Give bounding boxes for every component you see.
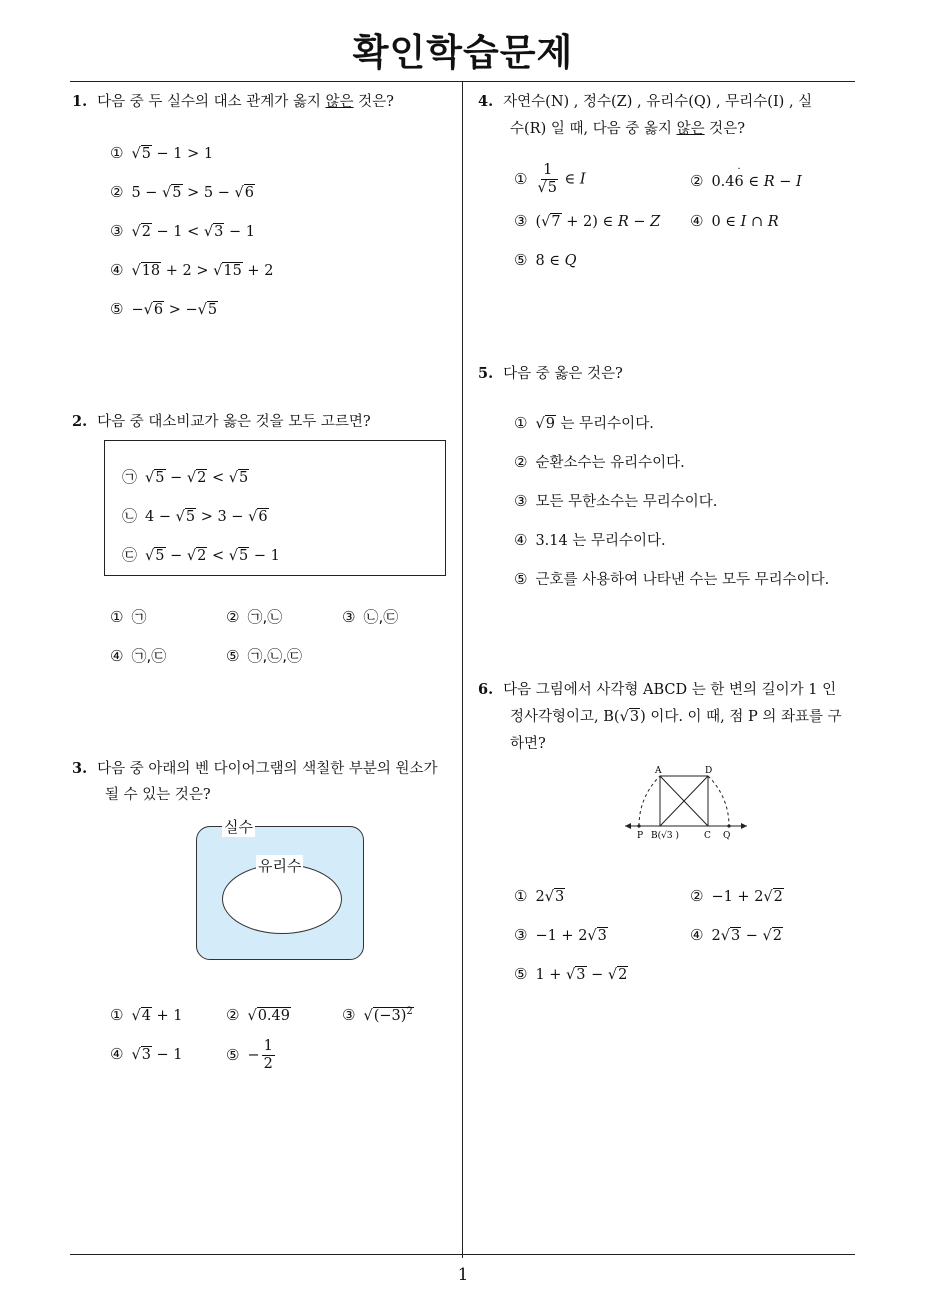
question-text-line-1: 다음 중 아래의 벤 다이어그램의 색칠한 부분의 원소가 xyxy=(97,761,438,777)
q5-option-2[interactable]: ② 순환소수는 유리수이다. xyxy=(514,453,685,471)
q2-option-4[interactable]: ④ ㉠,㉢ xyxy=(110,647,167,665)
q3-option-4[interactable]: ④ √3 − 1 xyxy=(110,1045,183,1063)
question-1 xyxy=(72,88,394,116)
question-number: 3. xyxy=(72,760,88,777)
q5-option-5[interactable]: ⑤ 근호를 사용하여 나타낸 수는 모두 무리수이다. xyxy=(514,570,830,588)
question-text: 다음 중 옳은 것은? xyxy=(503,366,623,382)
arrow-right xyxy=(741,823,747,829)
statement-b: ㉡ 4 − √5 > 3 − √6 xyxy=(122,507,268,525)
venn-label-rational: 유리수 xyxy=(258,857,302,875)
q4-option-1[interactable]: ① $\frac{1}{√5}$ ∈ I xyxy=(514,162,586,196)
q6-option-5[interactable]: ⑤ 1 + √3 − √2 xyxy=(514,965,628,983)
q6-option-3[interactable]: ③ −1 + 2√3 xyxy=(514,926,607,944)
question-6 xyxy=(478,676,836,704)
label-b: B(√3 ) xyxy=(651,831,679,841)
question-text-line-2: 될 수 있는 것은? xyxy=(105,787,211,803)
question-text-line-3: 하면? xyxy=(510,736,546,752)
question-number: 6. xyxy=(478,681,494,698)
q1-option-1[interactable]: ① √5 − 1 > 1 xyxy=(110,144,214,162)
square-number-line-figure xyxy=(615,762,755,844)
q1-option-2[interactable]: ② 5 − √5 > 5 − √6 xyxy=(110,183,254,201)
question-text: 다음 중 대소비교가 옳은 것을 모두 고르면? xyxy=(97,414,371,430)
question-3 xyxy=(72,755,438,783)
venn-label-real: 실수 xyxy=(224,818,253,836)
q1-option-5[interactable]: ⑤ −√6 > −√5 xyxy=(110,300,218,318)
arrow-left xyxy=(625,823,631,829)
q5-option-3[interactable]: ③ 모든 무한소수는 무리수이다. xyxy=(514,492,718,510)
q4-option-4[interactable]: ④ 0 ∈ I ∩ R xyxy=(690,212,779,230)
label-a: A xyxy=(655,766,662,776)
point-q xyxy=(727,824,730,827)
page-title: 확인학습문제 xyxy=(352,31,574,74)
statement-c: ㉢ √5 − √2 < √5 − 1 xyxy=(122,546,280,564)
page-number: 1 xyxy=(457,1265,469,1285)
q5-option-1[interactable]: ① √9 는 무리수이다. xyxy=(514,414,654,432)
q1-option-4[interactable]: ④ √18 + 2 > √15 + 2 xyxy=(110,261,274,279)
label-q: Q xyxy=(723,831,731,841)
label-d: D xyxy=(705,766,713,776)
q3-option-3[interactable]: ③ $√(-3)^2$ xyxy=(342,1006,413,1024)
q2-option-3[interactable]: ③ ㉡,㉢ xyxy=(342,608,399,626)
statement-a: ㉠ √5 − √2 < √5 xyxy=(122,468,249,486)
question-text-line-2: 수(R) 일 때, 다음 중 옳지 않은 것은? xyxy=(510,121,745,137)
q2-option-5[interactable]: ⑤ ㉠,㉡,㉢ xyxy=(226,647,302,665)
q4-option-3[interactable]: ③ (√7 + 2) ∈ R − Z xyxy=(514,212,661,230)
question-number: 4. xyxy=(478,93,494,110)
question-text: 다음 중 두 실수의 대소 관계가 옳지 않은 것은? xyxy=(97,94,394,110)
q6-option-4[interactable]: ④ 2√3 − √2 xyxy=(690,926,783,944)
q5-option-4[interactable]: ④ 3.14 는 무리수이다. xyxy=(514,531,666,549)
q6-option-2[interactable]: ② −1 + 2√2 xyxy=(690,887,783,905)
label-p: P xyxy=(637,831,644,841)
question-number: 1. xyxy=(72,93,88,110)
column-divider xyxy=(462,81,463,1258)
q4-option-5[interactable]: ⑤ 8 ∈ Q xyxy=(514,251,577,269)
question-text-line-2: 정사각형이고, B(√3) 이다. 이 때, 점 P 의 좌표를 구 xyxy=(510,709,842,725)
q3-option-5[interactable]: ⑤ − $\frac{1}{2}$ xyxy=(226,1038,273,1072)
question-text-line-1: 다음 그림에서 사각형 ABCD 는 한 변의 길이가 1 인 xyxy=(503,682,837,698)
arc-right xyxy=(708,776,729,826)
q1-option-3[interactable]: ③ √2 − 1 < √3 − 1 xyxy=(110,222,255,240)
bottom-rule xyxy=(70,1254,855,1255)
arc-left xyxy=(639,776,660,826)
question-number: 2. xyxy=(72,413,88,430)
question-2 xyxy=(72,408,371,436)
q4-option-2[interactable]: ② 0.46 · ∈ R − I xyxy=(690,164,802,190)
q3-option-1[interactable]: ① √4 + 1 xyxy=(110,1006,183,1024)
question-4 xyxy=(478,88,812,116)
q3-option-2[interactable]: ② √0.49 xyxy=(226,1006,290,1024)
question-text-line-1: 자연수(N) , 정수(Z) , 유리수(Q) , 무리수(I) , 실 xyxy=(503,94,813,110)
label-c: C xyxy=(704,831,711,841)
question-5 xyxy=(478,360,623,388)
q2-option-1[interactable]: ① ㉠ xyxy=(110,608,147,626)
q6-option-1[interactable]: ① 2√3 xyxy=(514,887,565,905)
question-number: 5. xyxy=(478,365,494,382)
point-p xyxy=(637,824,640,827)
q2-option-2[interactable]: ② ㉠,㉡ xyxy=(226,608,283,626)
